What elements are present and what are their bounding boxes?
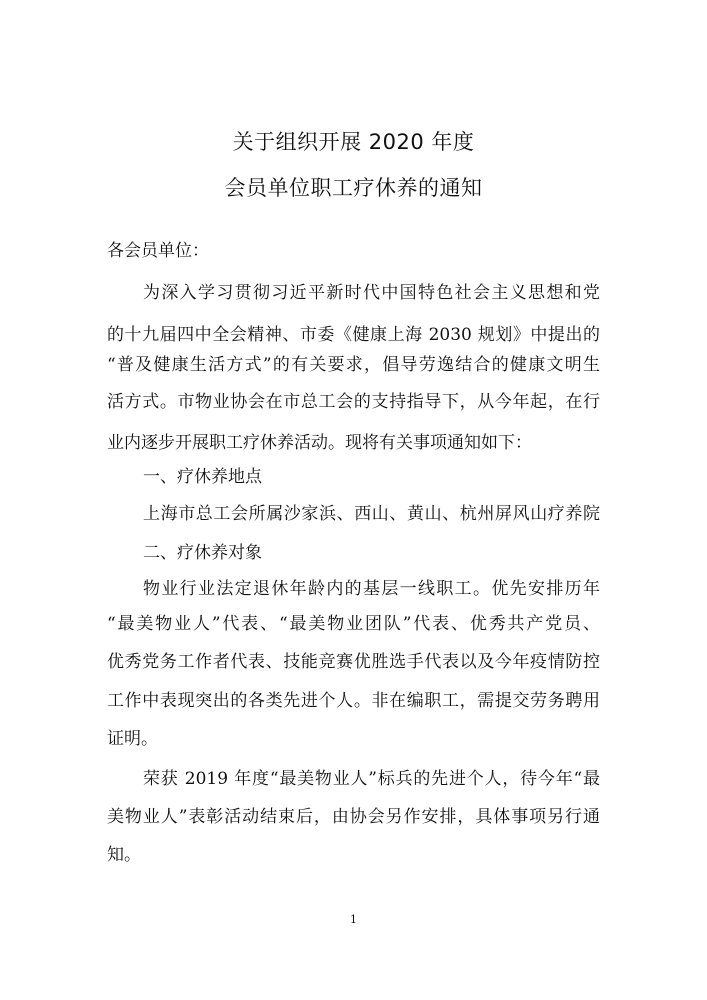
section-2-para-2-line-2: 美物业人”表彰活动结束后，由协会另作安排，具体事项另行通 — [107, 807, 600, 827]
intro-line-5: 业内逐步开展职工疗休养活动。现将有关事项通知如下： — [107, 433, 532, 453]
intro-line-3: “普及健康生活方式”的有关要求，倡导劳逸结合的健康文明生 — [107, 355, 600, 375]
section-1-heading: 一、疗休养地点 — [143, 467, 262, 487]
section-2-para-1-line-2: “最美物业人”代表、“最美物业团队”代表、优秀共产党员、 — [107, 614, 600, 634]
intro-line-2: 的十九届四中全会精神、市委《健康上海 2030 规划》中提出的 — [107, 325, 600, 345]
section-2-para-1-line-1: 物业行业法定退休年龄内的基层一线职工。优先安排历年 — [143, 579, 600, 599]
section-2-heading: 二、疗休养对象 — [143, 543, 262, 563]
document-title-line-2: 会员单位职工疗休养的通知 — [224, 176, 483, 200]
section-2-para-2-line-3: 知。 — [107, 845, 141, 865]
intro-line-1: 为深入学习贯彻习近平新时代中国特色社会主义思想和党 — [143, 283, 600, 303]
salutation: 各会员单位： — [107, 241, 209, 261]
intro-line-4: 活方式。市物业协会在市总工会的支持指导下，从今年起，在行 — [107, 392, 600, 412]
section-2-para-1-line-3: 优秀党务工作者代表、技能竞赛优胜选手代表以及今年疫情防控 — [107, 652, 600, 672]
section-2-para-1-line-4: 工作中表现突出的各类先进个人。非在编职工，需提交劳务聘用 — [107, 691, 600, 711]
section-2-para-1-line-5: 证明。 — [107, 729, 158, 749]
page-number: 1 — [350, 913, 357, 926]
section-1-line-1: 上海市总工会所属沙家浜、西山、黄山、杭州屏风山疗养院 — [143, 504, 600, 524]
section-2-para-2-line-1: 荣获 2019 年度“最美物业人”标兵的先进个人，待今年“最 — [143, 769, 600, 789]
document-title-line-1: 关于组织开展 2020 年度 — [232, 130, 475, 154]
